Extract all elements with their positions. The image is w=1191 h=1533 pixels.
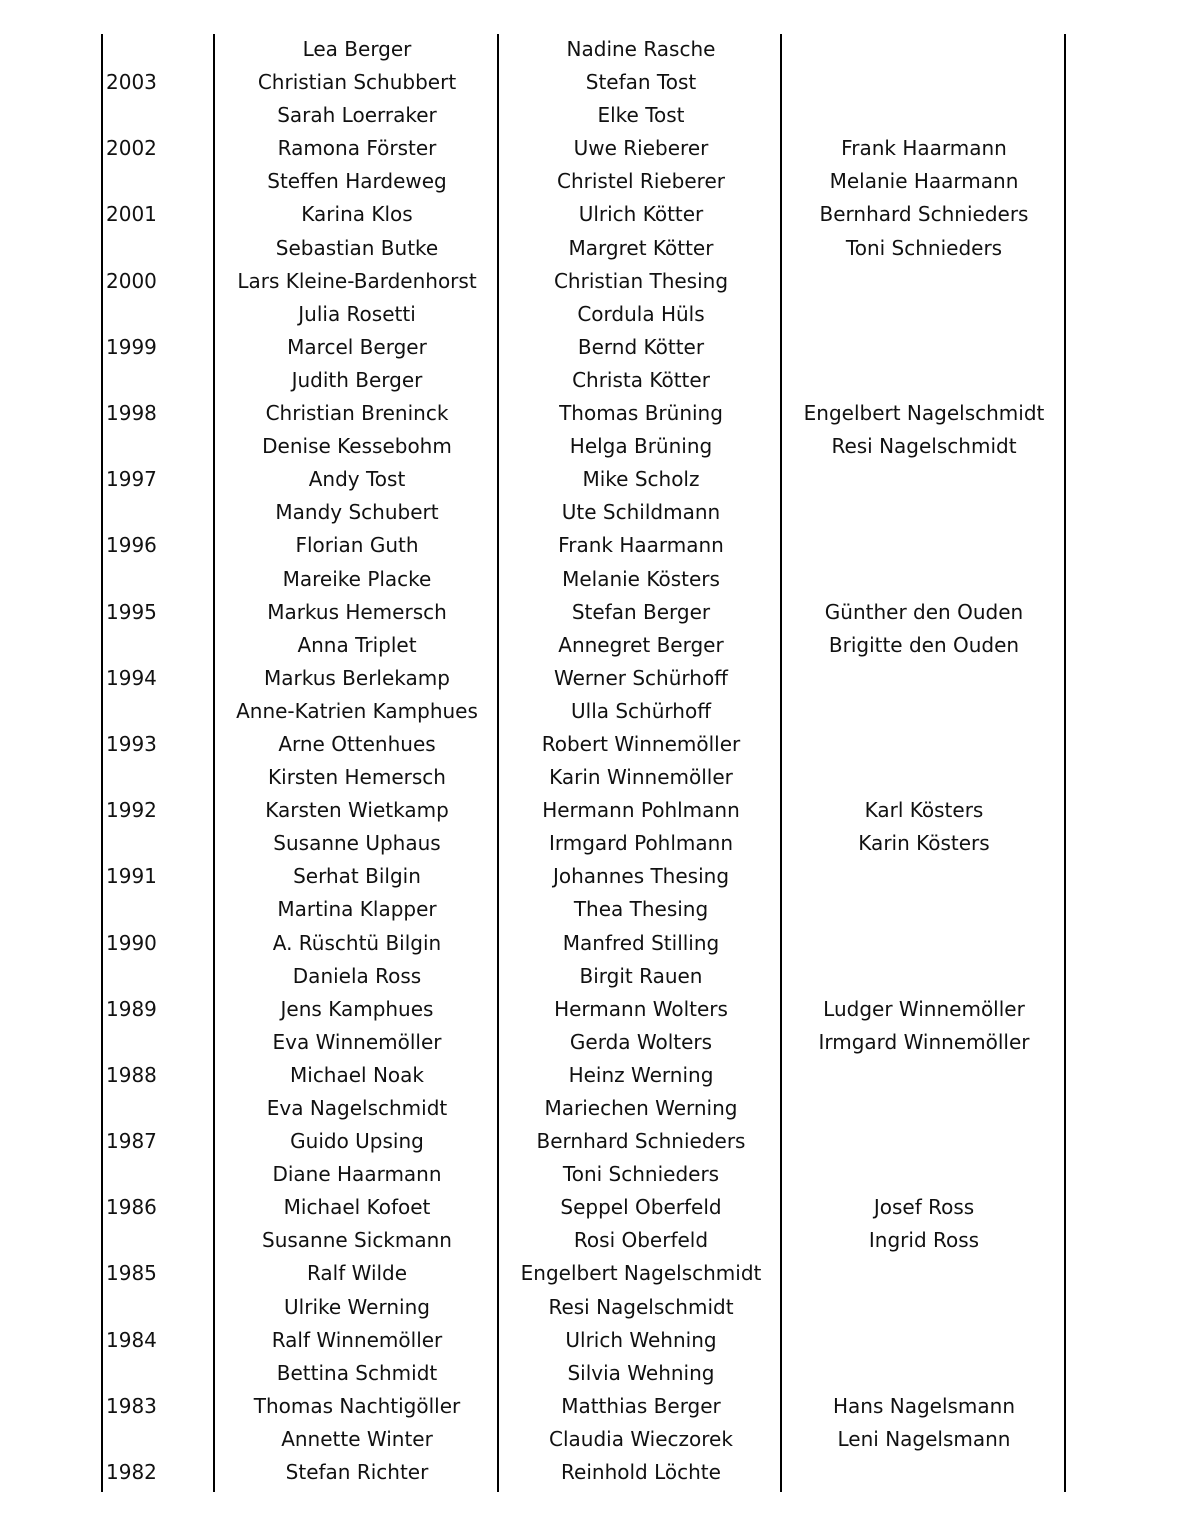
name-cell-col2: Annegret Berger [558, 632, 724, 657]
table-row [0, 99, 1191, 132]
name-cell-col3: Melanie Haarmann [829, 169, 1019, 194]
year-cell: 1992 [106, 798, 157, 823]
name-cell-col2: Christa Kötter [572, 367, 710, 392]
table-row [0, 1158, 1191, 1191]
name-cell-col2: Christian Thesing [553, 268, 729, 293]
name-cell-col2: Birgit Rauen [579, 963, 703, 988]
name-cell-col1: A. Rüschtü Bilgin [272, 930, 442, 955]
year-cell: 1997 [106, 467, 157, 492]
table-row [0, 1125, 1191, 1158]
name-cell-col1: Kirsten Hemersch [268, 765, 446, 790]
table-row [0, 728, 1191, 761]
name-cell-col2: Stefan Berger [571, 599, 711, 624]
name-cell-col2: Toni Schnieders [562, 1162, 720, 1187]
table-row [0, 629, 1191, 662]
year-cell: 1988 [106, 1062, 157, 1087]
name-cell-col3: Engelbert Nagelschmidt [803, 401, 1045, 426]
name-cell-col2: Bernd Kötter [577, 334, 705, 359]
name-cell-col1: Michael Kofoet [283, 1195, 431, 1220]
name-cell-col2: Thea Thesing [573, 897, 709, 922]
name-cell-col2: Karin Winnemöller [549, 765, 733, 790]
name-cell-col3: Toni Schnieders [845, 235, 1003, 260]
table-row [0, 463, 1191, 496]
name-cell-col1: Anna Triplet [297, 632, 417, 657]
year-cell: 1990 [106, 930, 157, 955]
name-cell-col2: Margret Kötter [568, 235, 714, 260]
name-cell-col3: Resi Nagelschmidt [831, 434, 1017, 459]
name-cell-col1: Christian Breninck [265, 401, 449, 426]
name-cell-col1: Guido Upsing [290, 1129, 424, 1154]
name-cell-col2: Hermann Pohlmann [542, 798, 740, 823]
name-cell-col2: Resi Nagelschmidt [548, 1294, 734, 1319]
name-cell-col2: Ute Schildmann [561, 500, 721, 525]
name-cell-col1: Florian Guth [295, 533, 419, 558]
name-cell-col2: Heinz Werning [568, 1062, 714, 1087]
name-cell-col2: Uwe Rieberer [573, 136, 709, 161]
name-cell-col2: Elke Tost [597, 103, 685, 128]
year-cell: 1989 [106, 996, 157, 1021]
name-cell-col2: Reinhold Löchte [561, 1460, 721, 1485]
table-row [0, 563, 1191, 596]
name-cell-col3: Ingrid Ross [868, 1228, 980, 1253]
table-row [0, 761, 1191, 794]
name-cell-col3: Brigitte den Ouden [828, 632, 1020, 657]
table-row [0, 662, 1191, 695]
name-cell-col2: Matthias Berger [561, 1393, 721, 1418]
table-row [0, 397, 1191, 430]
table-row [0, 430, 1191, 463]
table-row [0, 265, 1191, 298]
name-cell-col2: Gerda Wolters [569, 1029, 713, 1054]
table-row [0, 1059, 1191, 1092]
name-cell-col3: Leni Nagelsmann [837, 1426, 1011, 1451]
name-cell-col1: Michael Noak [290, 1062, 424, 1087]
table-row [0, 1324, 1191, 1357]
name-cell-col1: Bettina Schmidt [276, 1360, 438, 1385]
name-cell-col1: Marcel Berger [287, 334, 427, 359]
table-row [0, 927, 1191, 960]
year-cell: 2003 [106, 70, 157, 95]
table-row [0, 331, 1191, 364]
name-cell-col2: Thomas Brüning [559, 401, 723, 426]
name-cell-col1: Sebastian Butke [275, 235, 439, 260]
table-row [0, 198, 1191, 231]
name-cell-col2: Helga Brüning [569, 434, 713, 459]
name-cell-col2: Claudia Wieczorek [549, 1426, 733, 1451]
table-row [0, 1026, 1191, 1059]
table-row [0, 893, 1191, 926]
name-cell-col3: Ludger Winnemöller [823, 996, 1025, 1021]
year-cell: 1987 [106, 1129, 157, 1154]
name-cell-col2: Nadine Rasche [566, 37, 716, 61]
name-cell-col2: Silvia Wehning [567, 1360, 715, 1385]
name-cell-col1: Karina Klos [301, 202, 413, 227]
table-row [0, 695, 1191, 728]
name-cell-col2: Mariechen Werning [544, 1096, 738, 1120]
table-row [0, 132, 1191, 165]
name-cell-col2: Rosi Oberfeld [573, 1228, 709, 1253]
table-row [0, 827, 1191, 860]
name-cell-col1: Stefan Richter [285, 1460, 429, 1485]
name-cell-col1: Eva Nagelschmidt [266, 1096, 448, 1120]
name-cell-col1: Sarah Loerraker [277, 103, 437, 128]
name-cell-col1: Denise Kessebohm [262, 434, 452, 459]
name-cell-col2: Robert Winnemöller [541, 731, 741, 756]
year-cell: 1996 [106, 533, 157, 558]
table-row [0, 165, 1191, 198]
name-cell-col1: Diane Haarmann [272, 1162, 442, 1187]
name-cell-col1: Markus Hemersch [267, 599, 447, 624]
table-row [0, 794, 1191, 827]
name-cell-col1: Mandy Schubert [275, 500, 439, 525]
table-row [0, 1224, 1191, 1257]
table-row [0, 1357, 1191, 1390]
table-row [0, 33, 1191, 66]
year-cell: 1985 [106, 1261, 157, 1286]
name-cell-col3: Bernhard Schnieders [819, 202, 1029, 227]
name-cell-col2: Seppel Oberfeld [560, 1195, 722, 1220]
year-cell: 2000 [106, 268, 157, 293]
table-row [0, 596, 1191, 629]
table-row [0, 232, 1191, 265]
name-cell-col2: Bernhard Schnieders [536, 1129, 746, 1154]
name-cell-col1: Jens Kamphues [280, 996, 434, 1021]
name-cell-col1: Christian Schubbert [257, 70, 457, 95]
name-cell-col3: Karin Kösters [858, 831, 990, 856]
name-cell-col1: Lars Kleine-Bardenhorst [237, 268, 477, 293]
names-table [0, 33, 1191, 1489]
table-row [0, 860, 1191, 893]
name-cell-col2: Mike Scholz [582, 467, 700, 492]
name-cell-col2: Frank Haarmann [558, 533, 724, 558]
name-cell-col1: Steffen Hardeweg [267, 169, 447, 194]
name-cell-col1: Anne-Katrien Kamphues [236, 698, 478, 723]
table-row [0, 1390, 1191, 1423]
name-cell-col1: Eva Winnemöller [272, 1029, 442, 1054]
name-cell-col1: Andy Tost [308, 467, 406, 492]
name-cell-col2: Melanie Kösters [562, 566, 720, 591]
table-row [0, 529, 1191, 562]
name-cell-col1: Ralf Wilde [306, 1261, 408, 1286]
table-row [0, 1423, 1191, 1456]
year-cell: 1998 [106, 401, 157, 426]
name-cell-col2: Manfred Stilling [562, 930, 720, 955]
table-row [0, 1257, 1191, 1290]
name-cell-col1: Daniela Ross [292, 963, 422, 988]
table-row [0, 993, 1191, 1026]
name-cell-col1: Karsten Wietkamp [265, 798, 449, 823]
name-cell-col1: Serhat Bilgin [293, 864, 421, 889]
year-cell: 1995 [106, 599, 157, 624]
name-cell-col2: Christel Rieberer [557, 169, 725, 194]
name-cell-col2: Werner Schürhoff [554, 665, 728, 690]
name-cell-col1: Ralf Winnemöller [271, 1327, 443, 1352]
name-cell-col2: Ulla Schürhoff [571, 698, 711, 723]
name-cell-col1: Susanne Sickmann [262, 1228, 452, 1253]
name-cell-col2: Ulrich Wehning [565, 1327, 717, 1352]
year-cell: 1982 [106, 1460, 157, 1485]
name-cell-col1: Thomas Nachtigöller [253, 1393, 461, 1418]
year-cell: 1991 [106, 864, 157, 889]
table-row [0, 1191, 1191, 1224]
name-cell-col1: Martina Klapper [277, 897, 437, 922]
year-cell: 1986 [106, 1195, 157, 1220]
name-cell-col3: Irmgard Winnemöller [818, 1029, 1030, 1054]
name-cell-col2: Irmgard Pohlmann [548, 831, 734, 856]
name-cell-col1: Ramona Förster [277, 136, 437, 161]
table-row [0, 66, 1191, 99]
name-cell-col2: Ulrich Kötter [578, 202, 704, 227]
name-cell-col1: Ulrike Werning [284, 1294, 430, 1319]
name-cell-col2: Stefan Tost [585, 70, 697, 95]
name-cell-col1: Julia Rosetti [298, 301, 416, 326]
name-cell-col3: Hans Nagelsmann [832, 1393, 1016, 1418]
table-row [0, 298, 1191, 331]
name-cell-col1: Mareike Placke [282, 566, 432, 591]
name-cell-col2: Cordula Hüls [577, 301, 705, 326]
year-cell: 1984 [106, 1327, 157, 1352]
name-cell-col1: Annette Winter [281, 1426, 433, 1451]
name-cell-col1: Susanne Uphaus [273, 831, 441, 856]
name-cell-col3: Günther den Ouden [824, 599, 1024, 624]
name-cell-col2: Hermann Wolters [554, 996, 728, 1021]
table-row [0, 364, 1191, 397]
name-cell-col2: Johannes Thesing [552, 864, 730, 889]
name-cell-col2: Engelbert Nagelschmidt [520, 1261, 762, 1286]
name-cell-col1: Judith Berger [291, 367, 423, 392]
name-cell-col1: Markus Berlekamp [264, 665, 450, 690]
name-cell-col3: Karl Kösters [864, 798, 984, 823]
year-cell: 1993 [106, 731, 157, 756]
table-row [0, 1291, 1191, 1324]
year-cell: 2002 [106, 136, 157, 161]
name-cell-col1: Lea Berger [302, 37, 412, 61]
name-cell-col3: Frank Haarmann [841, 136, 1007, 161]
year-cell: 1994 [106, 665, 157, 690]
table-row [0, 496, 1191, 529]
table-row [0, 1092, 1191, 1125]
table-row [0, 960, 1191, 993]
year-cell: 2001 [106, 202, 157, 227]
table-row [0, 1456, 1191, 1489]
year-cell: 1999 [106, 334, 157, 359]
year-cell: 1983 [106, 1393, 157, 1418]
name-cell-col1: Arne Ottenhues [278, 731, 436, 756]
name-cell-col3: Josef Ross [873, 1195, 975, 1220]
